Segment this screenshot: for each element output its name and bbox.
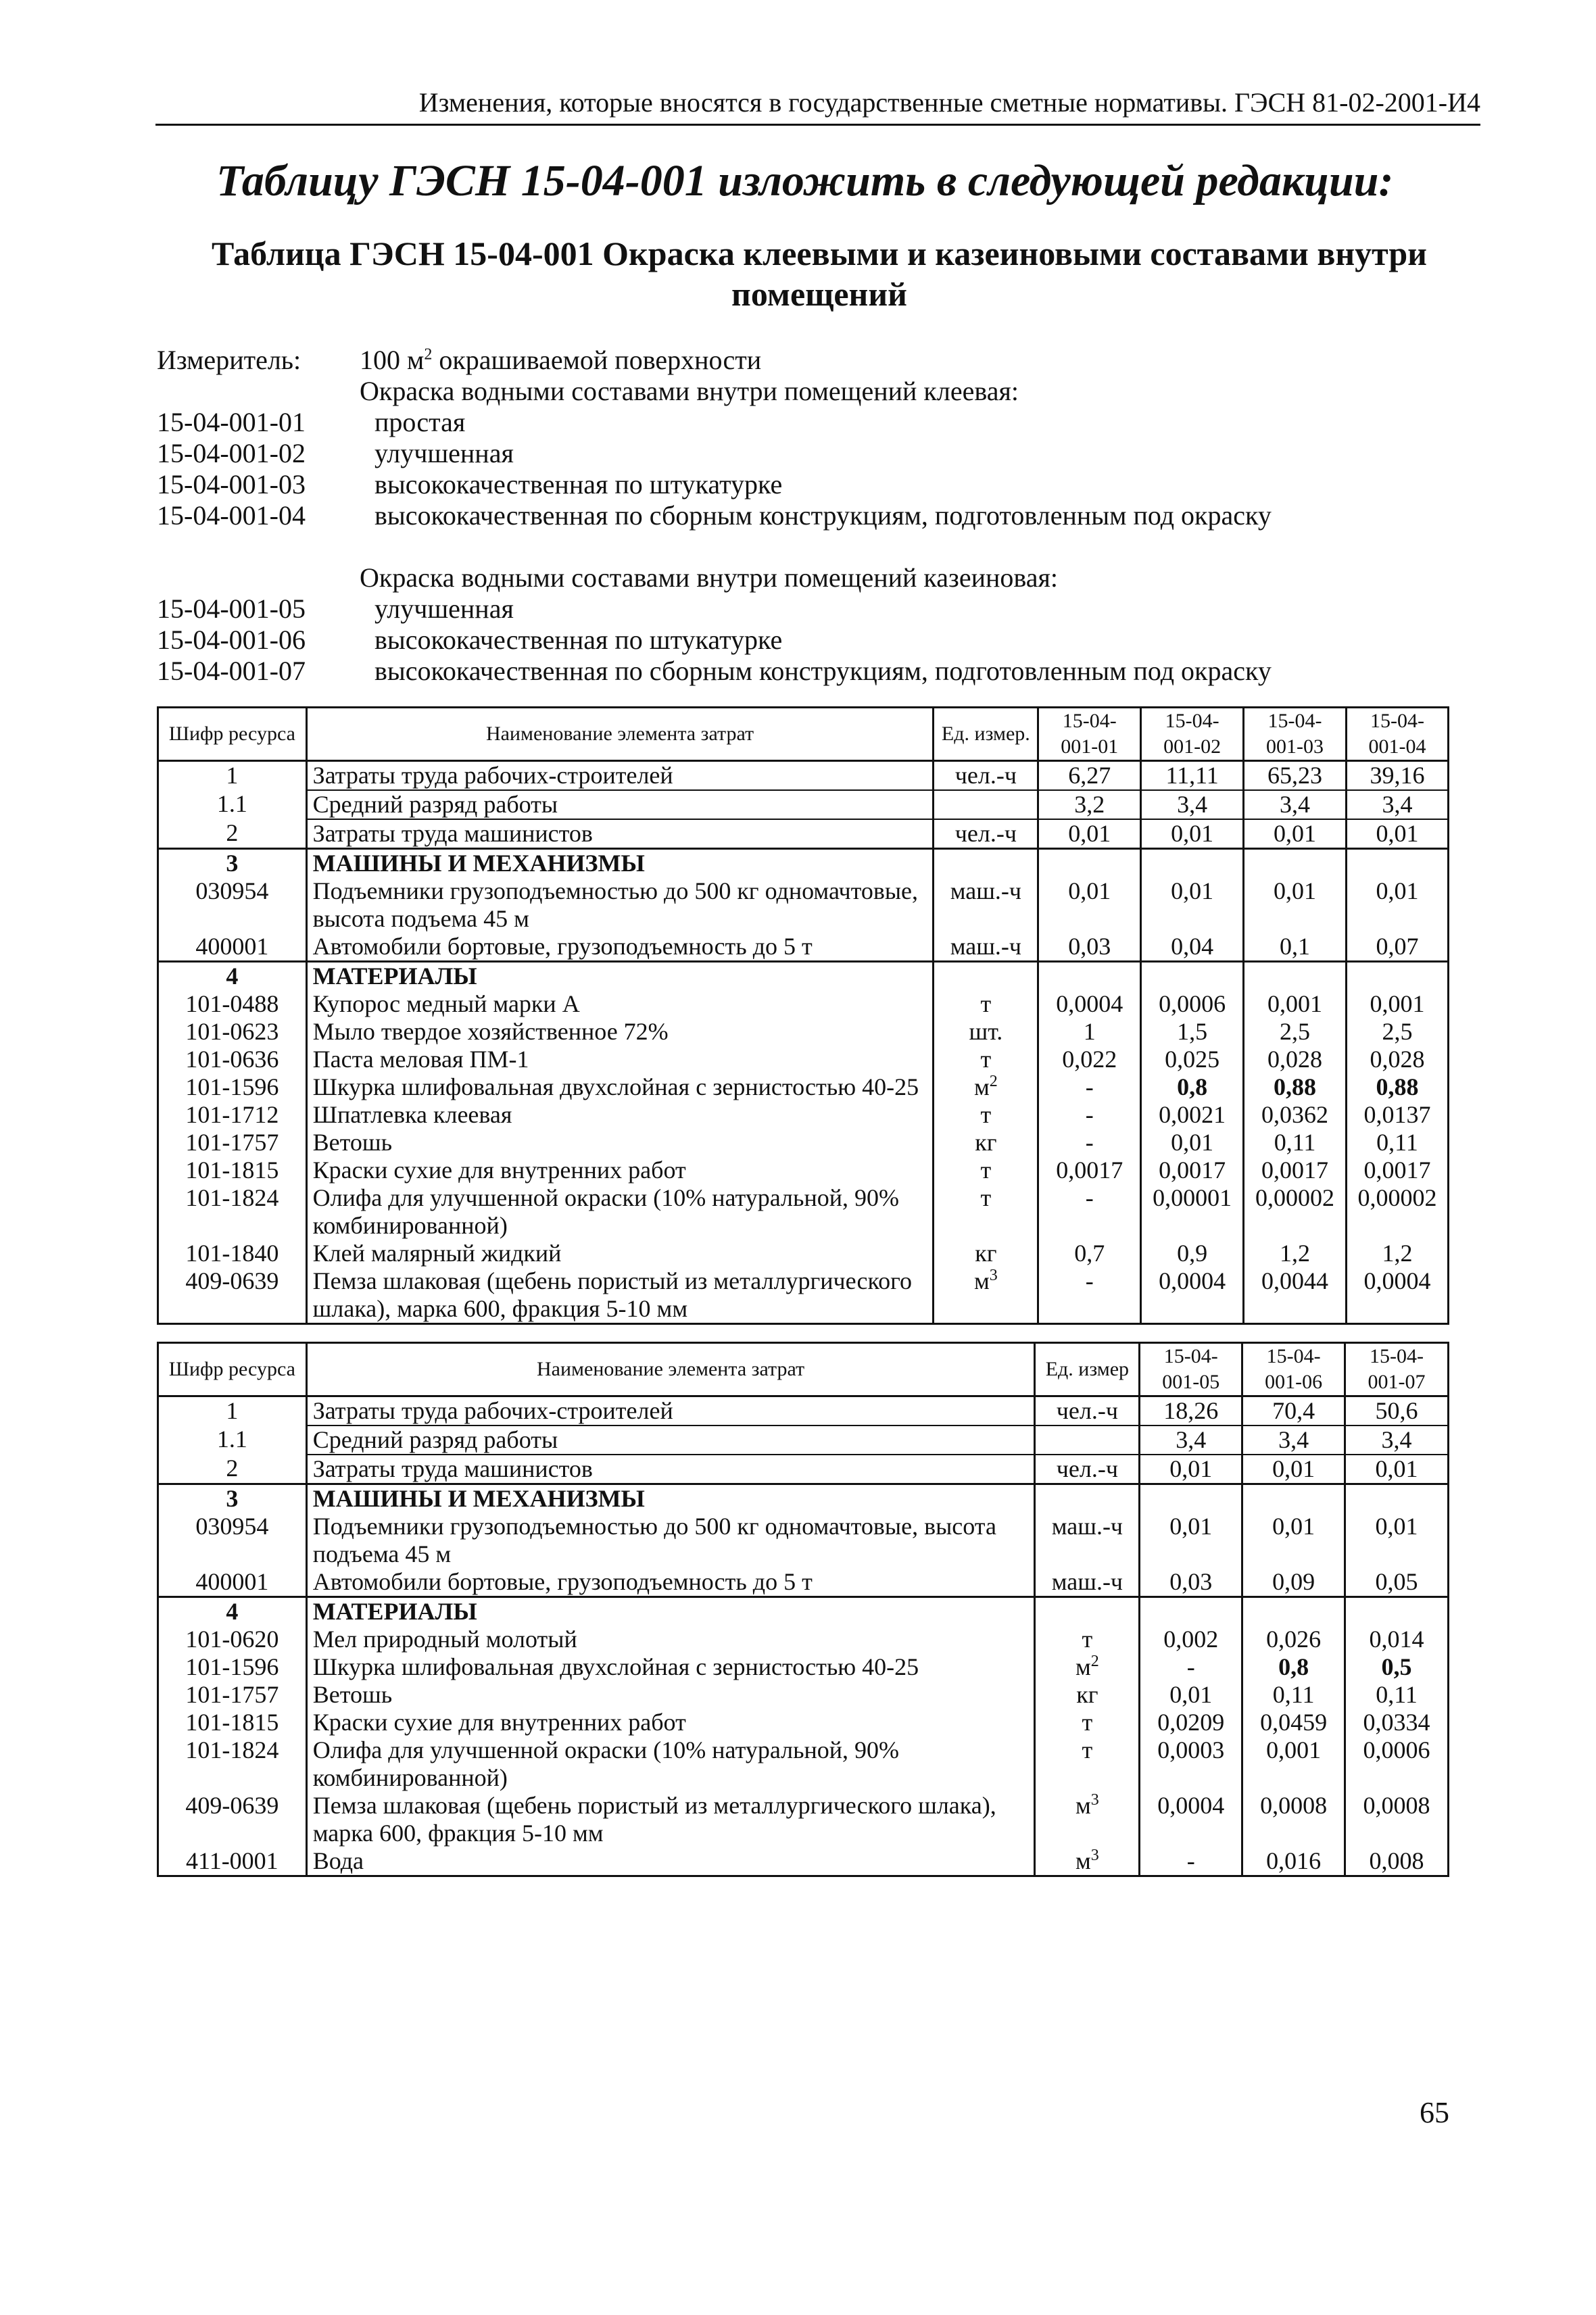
resource-value: 0,01 [1038, 819, 1141, 849]
norm-code: 15-04-001-02 [157, 438, 306, 468]
group1-heading: Окраска водными составами внутри помещений клеевая: [360, 376, 1019, 406]
resource-name: Паста меловая ПМ-1 [306, 1046, 934, 1073]
meter-row [157, 345, 1482, 376]
resource-value: 0,0008 [1345, 1792, 1449, 1847]
resource-value: 0,05 [1345, 1568, 1449, 1597]
resource-value: 0,01 [1141, 1129, 1244, 1156]
resource-unit: чел.-ч [1035, 1396, 1140, 1426]
resource-name: Средний разряд работы [306, 1425, 1035, 1455]
resource-code: 101-1840 [158, 1240, 307, 1267]
resource-code: 101-0636 [158, 1046, 307, 1073]
resource-value: 0,01 [1140, 1455, 1242, 1484]
table-header-row [158, 1343, 1449, 1396]
norm-description: улучшенная [374, 438, 514, 468]
header-norm-column: 15-04-001-05 [1140, 1343, 1242, 1396]
header-code: Шифр ресурса [158, 708, 307, 761]
resource-value: 0,04 [1141, 933, 1244, 962]
resource-value: 3,4 [1345, 1425, 1449, 1455]
resource-value: 0,01 [1244, 819, 1347, 849]
resource-code: 400001 [158, 1568, 307, 1597]
table-row [158, 1425, 1449, 1455]
resource-value [1038, 962, 1141, 991]
group1-item [157, 500, 1482, 531]
resource-value: 0,00001 [1141, 1184, 1244, 1240]
resource-name: МАШИНЫ И МЕХАНИЗМЫ [306, 1484, 1035, 1513]
resource-code: 101-1757 [158, 1129, 307, 1156]
group1-item [157, 438, 1482, 469]
resource-value: 0,028 [1244, 1046, 1347, 1073]
table-row [158, 1626, 1449, 1653]
resource-value: 0,0004 [1140, 1792, 1242, 1847]
table-row [158, 1484, 1449, 1513]
resource-value [1347, 849, 1449, 878]
resource-name: Олифа для улучшенной окраски (10% натуральной, 90% комбинированной) [306, 1184, 934, 1240]
resource-unit: $м^2$ [1035, 1653, 1140, 1681]
resource-value [1141, 849, 1244, 878]
resource-code: 101-1815 [158, 1156, 307, 1184]
resource-value: 0,01 [1345, 1513, 1449, 1568]
header-unit: Ед. измер [1035, 1343, 1140, 1396]
resource-name: Клей малярный жидкий [306, 1240, 934, 1267]
resource-value: 0,01 [1244, 877, 1347, 933]
table-row [158, 877, 1449, 933]
resource-unit: $м^3$ [1035, 1847, 1140, 1876]
resource-code: 3 [158, 1484, 307, 1513]
resource-value: - [1038, 1101, 1141, 1129]
group1-item [157, 469, 1482, 500]
header-norm-column: 15-04-001-04 [1347, 708, 1449, 761]
resource-code: 030954 [158, 877, 307, 933]
resource-value: 0,0017 [1347, 1156, 1449, 1184]
resource-unit: т [934, 1101, 1038, 1129]
resource-value: 0,001 [1244, 990, 1347, 1018]
resource-value: 1,5 [1141, 1018, 1244, 1046]
table-row [158, 1184, 1449, 1240]
norm-code: 15-04-001-01 [157, 407, 306, 437]
group1-item [157, 407, 1482, 438]
resource-name: Пемза шлаковая (щебень пористый из металлургического шлака), марка 600, фракция 5-10 мм [306, 1792, 1035, 1847]
header-norm-column: 15-04-001-03 [1244, 708, 1347, 761]
resource-unit: кг [934, 1240, 1038, 1267]
table-row [158, 962, 1449, 991]
resource-value: 0,001 [1347, 990, 1449, 1018]
table-row [158, 790, 1449, 819]
header-name: Наименование элемента затрат [306, 1343, 1035, 1396]
table-row [158, 1156, 1449, 1184]
resource-value: 0,11 [1242, 1681, 1345, 1709]
resource-unit: кг [1035, 1681, 1140, 1709]
resource-code: 2 [158, 819, 307, 849]
resource-value: - [1038, 1129, 1141, 1156]
header-norm-column: 15-04-001-06 [1242, 1343, 1345, 1396]
resource-value: 0,0334 [1345, 1709, 1449, 1736]
resource-value: 50,6 [1345, 1396, 1449, 1426]
table-row [158, 1597, 1449, 1626]
resource-value [1038, 849, 1141, 878]
norm-code: 15-04-001-05 [157, 593, 306, 624]
resource-value: 0,008 [1345, 1847, 1449, 1876]
resource-unit: маш.-ч [1035, 1568, 1140, 1597]
resource-unit: т [1035, 1709, 1140, 1736]
resource-value: 0,0003 [1140, 1736, 1242, 1792]
resource-value: 0,03 [1140, 1568, 1242, 1597]
resource-value: 0,0004 [1038, 990, 1141, 1018]
resource-value: - [1038, 1073, 1141, 1101]
resource-value: 0,0004 [1141, 1267, 1244, 1324]
resource-code: 409-0639 [158, 1267, 307, 1324]
header-name: Наименование элемента затрат [306, 708, 934, 761]
resource-code: 4 [158, 962, 307, 991]
resource-value: 0,0008 [1242, 1792, 1345, 1847]
resource-value: 0,88 [1347, 1073, 1449, 1101]
table-row [158, 1709, 1449, 1736]
resource-value: 0,0137 [1347, 1101, 1449, 1129]
resource-value: 0,0209 [1140, 1709, 1242, 1736]
resource-value: 1,2 [1244, 1240, 1347, 1267]
table-row [158, 1101, 1449, 1129]
table-row [158, 1736, 1449, 1792]
resource-code: 101-1596 [158, 1073, 307, 1101]
header-norm-column: 15-04-001-01 [1038, 708, 1141, 761]
resource-code: 1 [158, 1396, 307, 1426]
resource-name: Подъемники грузоподъемностью до 500 кг одномачтовые, высота подъема 45 м [306, 1513, 1035, 1568]
resource-table-1 [157, 706, 1449, 1325]
resource-value [1345, 1484, 1449, 1513]
norm-code: 15-04-001-07 [157, 656, 306, 686]
resource-name: МАТЕРИАЛЫ [306, 1597, 1035, 1626]
resource-name: Затраты труда рабочих-строителей [306, 1396, 1035, 1426]
resource-value: 0,1 [1244, 933, 1347, 962]
resource-value: 0,88 [1244, 1073, 1347, 1101]
table-row [158, 990, 1449, 1018]
resource-value: 0,0459 [1242, 1709, 1345, 1736]
resource-name: МАШИНЫ И МЕХАНИЗМЫ [306, 849, 934, 878]
resource-value: 0,11 [1244, 1129, 1347, 1156]
resource-value: 0,01 [1242, 1513, 1345, 1568]
resource-unit [934, 962, 1038, 991]
norm-description: простая [374, 407, 466, 437]
resource-value [1140, 1597, 1242, 1626]
resource-unit: чел.-ч [1035, 1455, 1140, 1484]
resource-name: Шкурка шлифовальная двухслойная с зернистостью 40-25 [306, 1073, 934, 1101]
resource-unit: $м^3$ [1035, 1792, 1140, 1847]
group2-item [157, 656, 1482, 687]
resource-name: Купорос медный марки А [306, 990, 934, 1018]
table-row [158, 933, 1449, 962]
resource-code: 1 [158, 761, 307, 791]
resource-value: 0,026 [1242, 1626, 1345, 1653]
table-row [158, 1396, 1449, 1426]
resource-unit: маш.-ч [934, 877, 1038, 933]
resource-unit: т [934, 1184, 1038, 1240]
resource-code: 101-1596 [158, 1653, 307, 1681]
resource-value: 0,0006 [1141, 990, 1244, 1018]
meter-label: Измеритель: [157, 345, 301, 375]
resource-unit: шт. [934, 1018, 1038, 1046]
table-row [158, 1681, 1449, 1709]
resource-value: 0,8 [1242, 1653, 1345, 1681]
resource-value: 0,00002 [1347, 1184, 1449, 1240]
resource-name: Пемза шлаковая (щебень пористый из металлургического шлака), марка 600, фракция 5-10 мм [306, 1267, 934, 1324]
resource-name: Шкурка шлифовальная двухслойная с зернистостью 40-25 [306, 1653, 1035, 1681]
header-code: Шифр ресурса [158, 1343, 307, 1396]
norm-description: улучшенная [374, 593, 514, 624]
table-row [158, 1653, 1449, 1681]
resource-value: 65,23 [1244, 761, 1347, 791]
resource-unit [1035, 1597, 1140, 1626]
table-row [158, 1513, 1449, 1568]
resource-value: 0,9 [1141, 1240, 1244, 1267]
resource-value: 1 [1038, 1018, 1141, 1046]
resource-table-2 [157, 1342, 1449, 1877]
resource-code: 101-1824 [158, 1736, 307, 1792]
resource-value: 0,01 [1242, 1455, 1345, 1484]
resource-value: 0,028 [1347, 1046, 1449, 1073]
resource-value: 0,01 [1141, 877, 1244, 933]
resource-name: Олифа для улучшенной окраски (10% натуральной, 90% комбинированной) [306, 1736, 1035, 1792]
resource-value [1141, 962, 1244, 991]
resource-code: 101-1815 [158, 1709, 307, 1736]
resource-value: 0,01 [1141, 819, 1244, 849]
resource-name: Затраты труда машинистов [306, 819, 934, 849]
resource-value: 0,11 [1345, 1681, 1449, 1709]
resource-unit [934, 849, 1038, 878]
resource-value: 2,5 [1244, 1018, 1347, 1046]
resource-value: 0,0021 [1141, 1101, 1244, 1129]
resource-value: 0,0044 [1244, 1267, 1347, 1324]
resource-code: 101-0488 [158, 990, 307, 1018]
resource-name: Краски сухие для внутренних работ [306, 1156, 934, 1184]
resource-value: - [1140, 1653, 1242, 1681]
resource-name: Средний разряд работы [306, 790, 934, 819]
resource-value: 0,01 [1140, 1681, 1242, 1709]
resource-unit: $м^2$ [934, 1073, 1038, 1101]
group1-items [157, 407, 1482, 531]
resource-value: 0,01 [1347, 819, 1449, 849]
group2-heading: Окраска водными составами внутри помещений казеиновая: [360, 562, 1059, 593]
table-row [158, 819, 1449, 849]
resource-value: 0,0006 [1345, 1736, 1449, 1792]
resource-unit: чел.-ч [934, 819, 1038, 849]
resource-value: 3,2 [1038, 790, 1141, 819]
resource-code: 3 [158, 849, 307, 878]
resource-value: 0,01 [1038, 877, 1141, 933]
resource-value: 0,0017 [1038, 1156, 1141, 1184]
resource-code: 400001 [158, 933, 307, 962]
resource-value: 18,26 [1140, 1396, 1242, 1426]
resource-name: Подъемники грузоподъемностью до 500 кг одномачтовые, высота подъема 45 м [306, 877, 934, 933]
resource-name: Автомобили бортовые, грузоподъемность до 5 т [306, 933, 934, 962]
resource-value: 0,01 [1347, 877, 1449, 933]
resource-value: 0,7 [1038, 1240, 1141, 1267]
resource-name: Ветошь [306, 1681, 1035, 1709]
resource-value [1244, 849, 1347, 878]
resource-value [1347, 962, 1449, 991]
resource-value: 3,4 [1244, 790, 1347, 819]
resource-value: 0,5 [1345, 1653, 1449, 1681]
resource-unit: маш.-ч [1035, 1513, 1140, 1568]
resource-value: - [1038, 1267, 1141, 1324]
resource-value: 0,022 [1038, 1046, 1141, 1073]
resource-value [1242, 1597, 1345, 1626]
norm-description: высококачественная по штукатурке [374, 469, 783, 499]
resource-unit: т [934, 1156, 1038, 1184]
table-row [158, 1568, 1449, 1597]
resource-value: 0,01 [1345, 1455, 1449, 1484]
resource-value: 2,5 [1347, 1018, 1449, 1046]
resource-unit [934, 790, 1038, 819]
resource-value: 0,001 [1242, 1736, 1345, 1792]
table-row [158, 1455, 1449, 1484]
group2-items [157, 593, 1482, 687]
resource-unit: т [934, 1046, 1038, 1073]
resource-value: 0,0004 [1347, 1267, 1449, 1324]
table-row [158, 1073, 1449, 1101]
resource-value: 0,014 [1345, 1626, 1449, 1653]
resource-value: - [1038, 1184, 1141, 1240]
resource-unit: $м^3$ [934, 1267, 1038, 1324]
table-row [158, 1847, 1449, 1876]
resource-value: 0,0017 [1244, 1156, 1347, 1184]
table-row [158, 1240, 1449, 1267]
resource-unit: т [934, 990, 1038, 1018]
resource-value: 0,0017 [1141, 1156, 1244, 1184]
resource-code: 101-1712 [158, 1101, 307, 1129]
table-row [158, 1018, 1449, 1046]
table-row [158, 1046, 1449, 1073]
table-row [158, 849, 1449, 878]
resource-name: Краски сухие для внутренних работ [306, 1709, 1035, 1736]
resource-value: 70,4 [1242, 1396, 1345, 1426]
resource-code: 101-0623 [158, 1018, 307, 1046]
resource-unit: маш.-ч [934, 933, 1038, 962]
page-number: 65 [1420, 2096, 1449, 2129]
resource-value: 0,00002 [1244, 1184, 1347, 1240]
table-row [158, 1792, 1449, 1847]
norm-code: 15-04-001-04 [157, 500, 306, 531]
resource-unit: чел.-ч [934, 761, 1038, 791]
resource-code: 1.1 [158, 1425, 307, 1455]
resource-value: 0,002 [1140, 1626, 1242, 1653]
resource-value: 0,03 [1038, 933, 1141, 962]
resource-value: 3,4 [1140, 1425, 1242, 1455]
resource-code: 4 [158, 1597, 307, 1626]
table-row [158, 761, 1449, 791]
resource-value: 0,0362 [1244, 1101, 1347, 1129]
instruction-heading: Таблицу ГЭСН 15-04-001 изложить в следующей редакции: [216, 156, 1394, 205]
resource-name: Мел природный молотый [306, 1626, 1035, 1653]
resource-value: 11,11 [1141, 761, 1244, 791]
resource-name: Автомобили бортовые, грузоподъемность до 5 т [306, 1568, 1035, 1597]
group2-item [157, 593, 1482, 625]
resource-unit: т [1035, 1626, 1140, 1653]
resource-value: 3,4 [1347, 790, 1449, 819]
norm-code: 15-04-001-03 [157, 469, 306, 499]
intro-block [157, 345, 1482, 687]
resource-unit: кг [934, 1129, 1038, 1156]
table-header-row [158, 708, 1449, 761]
resource-name: Вода [306, 1847, 1035, 1876]
resource-value: 3,4 [1141, 790, 1244, 819]
resource-name: Затраты труда машинистов [306, 1455, 1035, 1484]
norm-description: высококачественная по штукатурке [374, 625, 783, 655]
resource-code: 411-0001 [158, 1847, 307, 1876]
table-title: Таблица ГЭСН 15-04-001 Окраска клеевыми и казеиновыми составами внутри помещений [212, 235, 1427, 313]
resource-name: Ветошь [306, 1129, 934, 1156]
resource-value: 39,16 [1347, 761, 1449, 791]
resource-value: 0,09 [1242, 1568, 1345, 1597]
resource-code: 2 [158, 1455, 307, 1484]
resource-code: 101-0620 [158, 1626, 307, 1653]
norm-description: высококачественная по сборным конструкциям, подготовленным под окраску [374, 656, 1272, 686]
resource-value [1244, 962, 1347, 991]
resource-code: 1.1 [158, 790, 307, 819]
resource-name: Шпатлевка клеевая [306, 1101, 934, 1129]
header-norm-column: 15-04-001-02 [1141, 708, 1244, 761]
resource-value: 0,016 [1242, 1847, 1345, 1876]
resource-value [1140, 1484, 1242, 1513]
resource-value: 6,27 [1038, 761, 1141, 791]
resource-unit [1035, 1425, 1140, 1455]
resource-value: 0,025 [1141, 1046, 1244, 1073]
resource-value: 0,07 [1347, 933, 1449, 962]
resource-code: 030954 [158, 1513, 307, 1568]
resource-unit: т [1035, 1736, 1140, 1792]
resource-value [1345, 1597, 1449, 1626]
resource-code: 101-1757 [158, 1681, 307, 1709]
resource-value: 3,4 [1242, 1425, 1345, 1455]
resource-code: 409-0639 [158, 1792, 307, 1847]
resource-value: 0,8 [1141, 1073, 1244, 1101]
resource-unit [1035, 1484, 1140, 1513]
norm-description: высококачественная по сборным конструкциям, подготовленным под окраску [374, 500, 1272, 531]
running-header: Изменения, которые вносятся в государственные сметные нормативы. ГЭСН 81-02-2001-И4 [155, 87, 1480, 126]
group2-item [157, 625, 1482, 656]
resource-value: 0,01 [1140, 1513, 1242, 1568]
resource-name: МАТЕРИАЛЫ [306, 962, 934, 991]
meter-value: 100 $м^2$ окрашиваемой поверхности [360, 345, 762, 375]
resource-value: - [1140, 1847, 1242, 1876]
resource-name: Затраты труда рабочих-строителей [306, 761, 934, 791]
header-unit: Ед. измер. [934, 708, 1038, 761]
resource-value [1242, 1484, 1345, 1513]
table-row [158, 1267, 1449, 1324]
resource-value: 1,2 [1347, 1240, 1449, 1267]
resource-name: Мыло твердое хозяйственное 72% [306, 1018, 934, 1046]
header-norm-column: 15-04-001-07 [1345, 1343, 1449, 1396]
table-row [158, 1129, 1449, 1156]
resource-code: 101-1824 [158, 1184, 307, 1240]
norm-code: 15-04-001-06 [157, 625, 306, 655]
resource-value: 0,11 [1347, 1129, 1449, 1156]
